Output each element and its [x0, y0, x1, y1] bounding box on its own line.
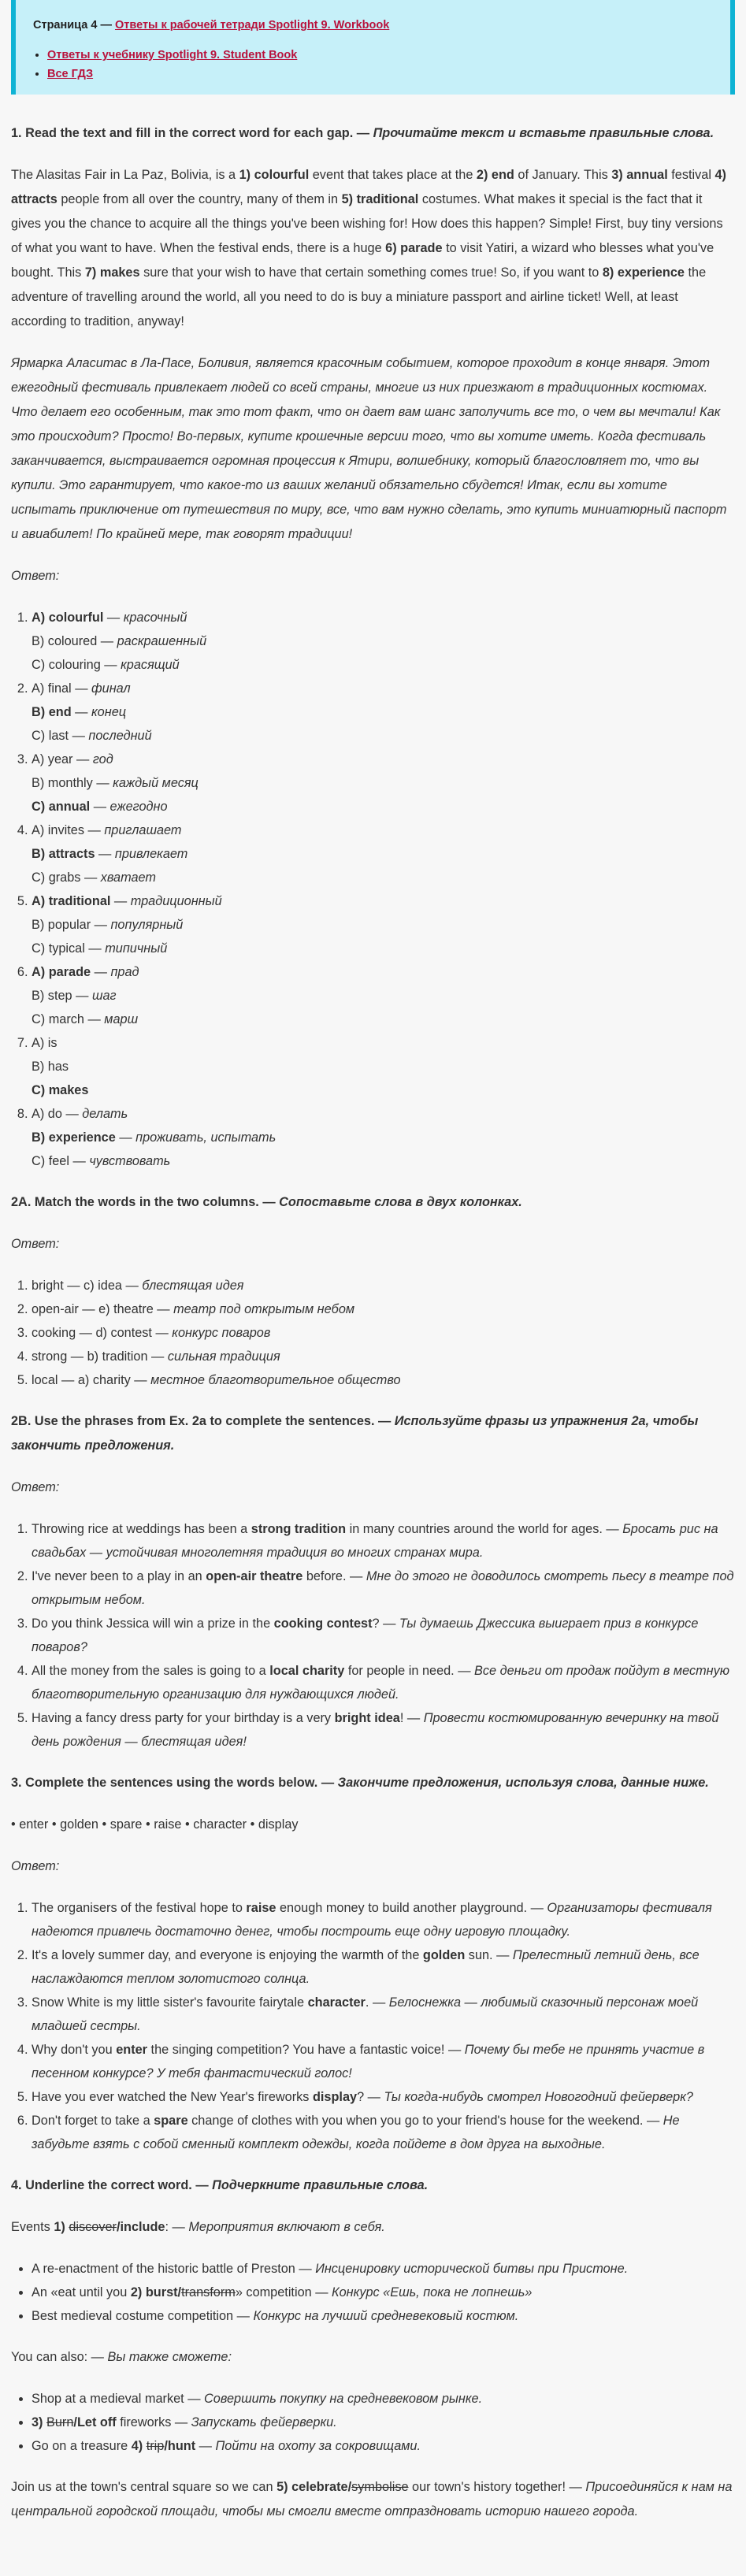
translation: Ты думаешь Джессика выиграет приз в конкурсе поваров?: [32, 1616, 699, 1654]
option-translation: шаг: [91, 989, 117, 1003]
answer-option: C) colouring — красящий: [32, 658, 180, 672]
option-translation: марш: [104, 1012, 139, 1026]
sentence-item: [32, 1659, 735, 1706]
exercise-2a-answers: [32, 1274, 735, 1392]
translation: сильная традиция: [167, 1349, 280, 1364]
wrong-option: transform: [181, 2285, 236, 2299]
answer-option: 1. A) colourful — красочный: [32, 611, 187, 625]
sentence-text: . —: [365, 1995, 389, 2010]
correct-option: burst: [145, 2285, 178, 2299]
word-bank: • enter • golden • spare • raise • character • display: [11, 1817, 299, 1832]
translation: Присоединяйся к нам на центральной городской площади, чтобы мы смогли вместе отпраздновать историю нашего города.: [11, 2480, 733, 2518]
translation: местное благотворительное общество: [150, 1373, 401, 1387]
sentence-item: [32, 1565, 735, 1612]
answer-label: Ответ:: [11, 1237, 60, 1251]
translation: Бросать рис на свадьбах — устойчивая многолетняя традиция во многих странах мира.: [32, 1522, 718, 1560]
option-translation: традиционный: [130, 894, 222, 908]
exercise-3-heading: [11, 1771, 735, 1795]
option-text: A) final: [32, 681, 72, 696]
sentence-text: Snow White is my little sister's favourite fairytale: [32, 1995, 308, 2010]
heading-en: 2A. Match the words in the two columns. —: [11, 1195, 280, 1209]
match-item: 3. cooking — d) contest — конкурс поваров: [32, 1321, 735, 1345]
answer-option: [32, 1031, 735, 1055]
text-segment: to visit Yatiri, a wizard who blesses what you've bought. This: [11, 241, 714, 280]
option-text: B) coloured: [32, 634, 98, 648]
filled-gap: 8) experience: [602, 265, 685, 280]
list-item: [32, 2281, 735, 2304]
answer-item: [32, 889, 735, 960]
match-item: 1. bright — c) idea — блестящая идея: [32, 1274, 735, 1297]
match-pair: local — a) charity: [32, 1373, 131, 1387]
activities-list: [32, 2387, 735, 2458]
answer-option: [32, 1055, 735, 1078]
filled-gap: 6) parade: [385, 241, 443, 255]
exercise-1-translation: Ярмарка Аласитас в Ла-Пасе, Боливия, является красочным событием, которое проходит в конце января. Этот ежегодный фестиваль привлекает людей со всей страны, многие из них приезжают в традиционных костюмах. Что делает его особенным, так это тот факт, что он дает вам шанс заполучить все то, о чем вы мечтали! Как это происходит? Просто! Во-первых, купите крошечные версии того, что вы хотите иметь. Когда фестиваль заканчивается, выстраивается огромная процессия к Ятири, волшебнику, который благословляет то, что вы купили. Это гарантирует, что какое-то из ваших желаний обязательно сбудется! Итак, если вы хотите испытать приключение от путешествия по миру, все, что вам нужно сделать, это купить миниатюрный паспорт и авиабилет! По крайней мере, так говорят традиции!: [11, 356, 727, 541]
item-text: Go on a treasure: [32, 2439, 132, 2453]
sentence-text: for people in need. —: [344, 1664, 475, 1678]
answer-option: C) last — последний: [32, 729, 152, 743]
option-text: C) colouring: [32, 658, 101, 672]
answer-option: C) grabs — хватает: [32, 870, 156, 885]
sentence-item: [32, 2085, 735, 2109]
option-text: C) last: [32, 729, 69, 743]
answer-label: Ответ:: [11, 1480, 60, 1494]
option-translation: каждый месяц: [113, 776, 199, 790]
slash: /: [347, 2480, 352, 2494]
answer-label: Ответ:: [11, 1859, 60, 1873]
option-text: B) step: [32, 989, 72, 1003]
exercise-2a-heading: [11, 1190, 735, 1215]
correct-option: celebrate: [291, 2480, 348, 2494]
exercise-2b-answers: [32, 1517, 735, 1754]
answer-option: B) end — конец: [32, 705, 127, 719]
intro-text: Events: [11, 2220, 54, 2234]
gap-number: 1): [54, 2220, 69, 2234]
answer-word: display: [312, 2090, 358, 2104]
gap-number: 3): [32, 2415, 47, 2429]
sentence-text: I've never been to a play in an: [32, 1569, 206, 1583]
correct-option: hunt: [167, 2439, 196, 2453]
current-page-line: [33, 16, 713, 35]
correct-option: A) parade: [32, 965, 91, 979]
answer-option: B) monthly — каждый месяц: [32, 776, 199, 790]
option-translation: хватает: [100, 870, 156, 885]
exercise-4-intro: [11, 2215, 735, 2240]
option-translation: последний: [88, 729, 152, 743]
text-segment: The Alasitas Fair in La Paz, Bolivia, is a: [11, 168, 239, 182]
exercise-3-answers: [32, 1896, 735, 2156]
sentence-text: ! —: [399, 1711, 424, 1725]
answer-item: [32, 1102, 735, 1173]
answer-option: 5. A) traditional — традиционный: [32, 894, 222, 908]
exercise-1-answers: [32, 606, 735, 1173]
slash: /: [177, 2285, 182, 2299]
sentence-text: ? —: [372, 1616, 399, 1631]
item-text: A re-enactment of the historic battle of Preston —: [32, 2262, 316, 2276]
wrong-option: symbolise: [351, 2480, 409, 2494]
answer-item: [32, 677, 735, 748]
answer-word: local charity: [269, 1664, 345, 1678]
list-item: [32, 2257, 735, 2281]
list-item: [32, 2434, 735, 2458]
translation: Организаторы фестиваля надеются привлечь достаточно денег, чтобы построить еще одну игровую площадку.: [32, 1901, 712, 1939]
answer-option: B) popular — популярный: [32, 918, 184, 932]
sentence-text: Having a fancy dress party for your birthday is a very: [32, 1711, 335, 1725]
option-translation: красочный: [123, 611, 187, 625]
answer-label: Ответ:: [11, 569, 60, 583]
sentence-item: [32, 2109, 735, 2156]
option-translation: чувствовать: [89, 1154, 171, 1168]
heading-ru: Прочитайте текст и вставьте правильные слова.: [373, 126, 714, 140]
option-text: A) invites: [32, 823, 84, 837]
nav-link-item: [47, 46, 713, 65]
item-text: An «eat until you: [32, 2285, 131, 2299]
gap-number: 4): [131, 2439, 147, 2453]
correct-option: Let off: [76, 2415, 117, 2429]
sentence-item: [32, 1991, 735, 2038]
heading-ru: Закончите предложения, используя слова, данные ниже.: [337, 1776, 709, 1790]
translation: Мне до этого не доводилось смотреть пьесу в театре под открытым небом.: [32, 1569, 734, 1607]
slash: /: [164, 2439, 168, 2453]
slash: /: [73, 2415, 77, 2429]
sentence-item: [32, 1943, 735, 1991]
answer-word: cooking contest: [273, 1616, 373, 1631]
option-text: A) is: [32, 1036, 58, 1050]
option-translation: прад: [110, 965, 139, 979]
exercise-2b-heading: [11, 1409, 735, 1458]
gap-number: 2): [130, 2285, 146, 2299]
answer-item: [32, 960, 735, 1031]
correct-option: A) traditional: [32, 894, 111, 908]
correct-option: B) attracts: [32, 847, 95, 861]
workbook-answers-link[interactable]: Ответы к рабочей тетради Spotlight 9. Workbook: [114, 19, 390, 32]
sentence-text: Have you ever watched the New Year's fireworks: [32, 2090, 313, 2104]
translation: Прелестный летний день, все наслаждаются теплом золотистого солнца.: [32, 1948, 700, 1986]
answer-item: [32, 606, 735, 677]
answer-option: C) march — марш: [32, 1012, 139, 1026]
also-text: You can also: —: [11, 2350, 108, 2364]
translation: Конкурс на лучший средневековый костюм.: [253, 2309, 519, 2323]
translation: Конкурс «Ешь, пока не лопнешь»: [332, 2285, 533, 2299]
sentence-item: [32, 1706, 735, 1754]
filled-gap: 5) traditional: [341, 192, 419, 206]
answer-option: 8. A) do — делать: [32, 1107, 128, 1121]
item-text: » competition —: [235, 2285, 332, 2299]
wrong-option: discover: [69, 2220, 117, 2234]
sentence-text: change of clothes with you when you go to your friend's house for the weekend. —: [187, 2114, 663, 2128]
correct-option: C) annual: [32, 800, 91, 814]
answer-option: C) typical — типичный: [32, 941, 168, 956]
option-text: B) monthly: [32, 776, 93, 790]
sentence-text: The organisers of the festival hope to: [32, 1901, 247, 1915]
match-item: 4. strong — b) tradition — сильная традиция: [32, 1345, 735, 1368]
sentence-text: Do you think Jessica will win a prize in the: [32, 1616, 274, 1631]
student-book-link[interactable]: Ответы к учебнику Spotlight 9. Student Book: [47, 49, 298, 61]
answer-word: bright idea: [334, 1711, 400, 1725]
match-pair: bright — c) idea: [32, 1279, 122, 1293]
option-translation: делать: [82, 1107, 128, 1121]
filled-gap: 1) colourful: [239, 168, 310, 182]
translation: Белоснежка — любимый сказочный персонаж моей младшей сестры.: [32, 1995, 699, 2033]
heading-en: 4. Underline the correct word. —: [11, 2178, 213, 2192]
translation: театр под открытым небом: [173, 1302, 355, 1316]
sentence-text: sun. —: [465, 1948, 513, 1962]
correct-option: B) end: [32, 705, 72, 719]
nav-links-list: [47, 46, 713, 84]
text-segment: the adventure of travelling around the world, all you need to do is buy a miniature passport and airline ticket! Well, at least according to tradition, anyway!: [11, 265, 707, 328]
exercise-1-heading: [11, 121, 735, 146]
item-text: Shop at a medieval market —: [32, 2392, 204, 2406]
answer-option: 4. A) invites — приглашает: [32, 823, 182, 837]
exercise-4-heading: [11, 2173, 735, 2198]
option-translation: популярный: [110, 918, 184, 932]
option-text: A) year: [32, 752, 73, 766]
heading-ru: Используйте фразы из упражнения 2a, чтобы закончить предложения.: [11, 1414, 699, 1453]
sentence-text: Don't forget to take a: [32, 2114, 154, 2128]
answer-item: [32, 1031, 735, 1102]
translation: Ты когда-нибудь смотрел Новогодний фейерверк?: [384, 2090, 693, 2104]
option-text: A) do: [32, 1107, 62, 1121]
translation: Почему бы тебе не принять участие в песенном конкурсе? У тебя фантастический голос!: [32, 2043, 705, 2080]
option-text: C) feel: [32, 1154, 69, 1168]
translation: Вы также сможете:: [107, 2350, 232, 2364]
sentence-item: [32, 1612, 735, 1659]
filled-gap: 7) makes: [84, 265, 140, 280]
translation: Совершить покупку на средневековом рынке.: [204, 2392, 483, 2406]
sentence-text: before. —: [302, 1569, 366, 1583]
item-text: Best medieval costume competition —: [32, 2309, 254, 2323]
all-gdz-link[interactable]: Все ГДЗ: [47, 68, 94, 80]
translation: Все деньги от продаж пойдут в местную благотворительную организацию для нуждающихся людей.: [32, 1664, 729, 1702]
sentence-item: [32, 2038, 735, 2085]
match-pair: strong — b) tradition: [32, 1349, 148, 1364]
sentence-text: It's a lovely summer day, and everyone is enjoying the warmth of the: [32, 1948, 423, 1962]
match-item: 2. open-air — e) theatre — театр под открытым небом: [32, 1297, 735, 1321]
option-translation: привлекает: [114, 847, 188, 861]
filled-gap: 2) end: [476, 168, 514, 182]
correct-option: C) makes: [32, 1083, 89, 1097]
answer-word: character: [307, 1995, 366, 2010]
filled-gap: 3) annual: [611, 168, 668, 182]
filled-gap: 4) attracts: [11, 168, 726, 206]
answer-option: B) step — шаг: [32, 989, 117, 1003]
answer-word: raise: [246, 1901, 277, 1915]
option-translation: проживать, испытать: [135, 1130, 277, 1145]
answer-option: 2. A) final — финал: [32, 681, 131, 696]
list-item: [32, 2411, 735, 2434]
heading-en: 2B. Use the phrases from Ex. 2a to complete the sentences. —: [11, 1414, 395, 1428]
heading-en: 3. Complete the sentences using the words below. —: [11, 1776, 338, 1790]
wrong-option: trip: [146, 2439, 165, 2453]
translation: конкурс поваров: [172, 1326, 271, 1340]
option-translation: финал: [91, 681, 131, 696]
option-translation: раскрашенный: [117, 634, 207, 648]
correct-option: B) experience: [32, 1130, 116, 1145]
sentence-text: enough money to build another playground. —: [276, 1901, 547, 1915]
answer-word: open-air theatre: [206, 1569, 303, 1583]
option-text: C) grabs: [32, 870, 81, 885]
answer-option: B) attracts — привлекает: [32, 847, 188, 861]
events-list: [32, 2257, 735, 2328]
option-translation: красящий: [121, 658, 180, 672]
translation: блестящая идея: [142, 1279, 244, 1293]
heading-ru: Подчеркните правильные слова.: [212, 2178, 429, 2192]
list-item: [32, 2304, 735, 2328]
translation: Провести костюмированную вечеринку на твой день рождения — блестящая идея!: [32, 1711, 719, 1749]
wrong-option: Burn: [46, 2415, 74, 2429]
answer-word: enter: [116, 2043, 148, 2057]
option-translation: ежегодно: [109, 800, 168, 814]
answer-option: C) annual — ежегодно: [32, 800, 168, 814]
sentence-text: ? —: [357, 2090, 384, 2104]
option-text: C) march: [32, 1012, 84, 1026]
translation: Пойти на охоту за сокровищами.: [215, 2439, 421, 2453]
translation: Запускать фейерверки.: [191, 2415, 337, 2429]
match-pair: open-air — e) theatre: [32, 1302, 154, 1316]
outro-text: our town's history together! —: [408, 2480, 586, 2494]
translation: Инсценировку исторической битвы при Пристоне.: [315, 2262, 629, 2276]
exercise-4-outro: [11, 2475, 735, 2524]
sentence-text: Throwing rice at weddings has been a: [32, 1522, 251, 1536]
list-item: [32, 2387, 735, 2411]
also-line: [11, 2345, 735, 2370]
correct-option: A) colourful: [32, 611, 104, 625]
answer-option: 6. A) parade — прад: [32, 965, 139, 979]
answer-option: B) coloured — раскрашенный: [32, 634, 207, 648]
answer-word: golden: [422, 1948, 466, 1962]
sentence-text: in many countries around the world for ages. —: [346, 1522, 623, 1536]
answer-option: 3. A) year — год: [32, 752, 113, 766]
sentence-item: [32, 1896, 735, 1943]
item-text: fireworks —: [116, 2415, 191, 2429]
translation: Не забудьте взять с собой сменный комплект одежды, когда пойдете в дом друга на выходные.: [32, 2114, 680, 2151]
correct-option: include: [120, 2220, 165, 2234]
heading-ru: Сопоставьте слова в двух колонках.: [279, 1195, 522, 1209]
item-text: —: [195, 2439, 216, 2453]
text-segment: festival: [667, 168, 715, 182]
option-translation: типичный: [105, 941, 168, 956]
slash: /: [116, 2220, 121, 2234]
text-segment: of January. This: [514, 168, 612, 182]
option-translation: приглашает: [104, 823, 182, 837]
option-translation: год: [92, 752, 113, 766]
option-text: B) has: [32, 1060, 69, 1074]
match-pair: cooking — d) contest: [32, 1326, 152, 1340]
intro-dash: : —: [165, 2220, 189, 2234]
heading-en: 1. Read the text and fill in the correct word for each gap. —: [11, 126, 373, 140]
gap-number: 5): [277, 2480, 292, 2494]
option-translation: конец: [91, 705, 127, 719]
text-segment: costumes. What makes it special is the fact that it gives you the chance to acquire all the things you've been wishing for! How does this happen? Simple! First, buy tiny versions of what you want to have. When the festival ends, there is a huge: [11, 192, 723, 255]
sentence-text: the singing competition? You have a fantastic voice! —: [147, 2043, 465, 2057]
sentence-item: [32, 1517, 735, 1565]
answer-item: [32, 818, 735, 889]
exercise-1-text: [11, 163, 735, 334]
answer-option: C) feel — чувствовать: [32, 1154, 171, 1168]
option-text: B) popular: [32, 918, 91, 932]
answer-word: strong tradition: [251, 1522, 347, 1536]
option-text: C) typical: [32, 941, 85, 956]
answer-word: spare: [154, 2114, 188, 2128]
text-segment: people from all over the country, many of them in: [57, 192, 342, 206]
answer-option: [32, 1078, 735, 1102]
match-item: 5. local — a) charity — местное благотворительное общество: [32, 1368, 735, 1392]
text-segment: event that takes place at the: [309, 168, 477, 182]
navigation-box: [11, 0, 735, 95]
answer-item: [32, 748, 735, 818]
translation: Мероприятия включают в себя.: [188, 2220, 385, 2234]
current-page-label: Страница 4 —: [33, 19, 115, 32]
nav-link-item: [47, 65, 713, 84]
sentence-text: All the money from the sales is going to a: [32, 1664, 270, 1678]
sentence-text: Why don't you: [32, 2043, 117, 2057]
outro-text: Join us at the town's central square so we can: [11, 2480, 277, 2494]
answer-option: B) experience — проживать, испытать: [32, 1130, 277, 1145]
text-segment: sure that your wish to have that certain something comes true! So, if you want to: [139, 265, 603, 280]
